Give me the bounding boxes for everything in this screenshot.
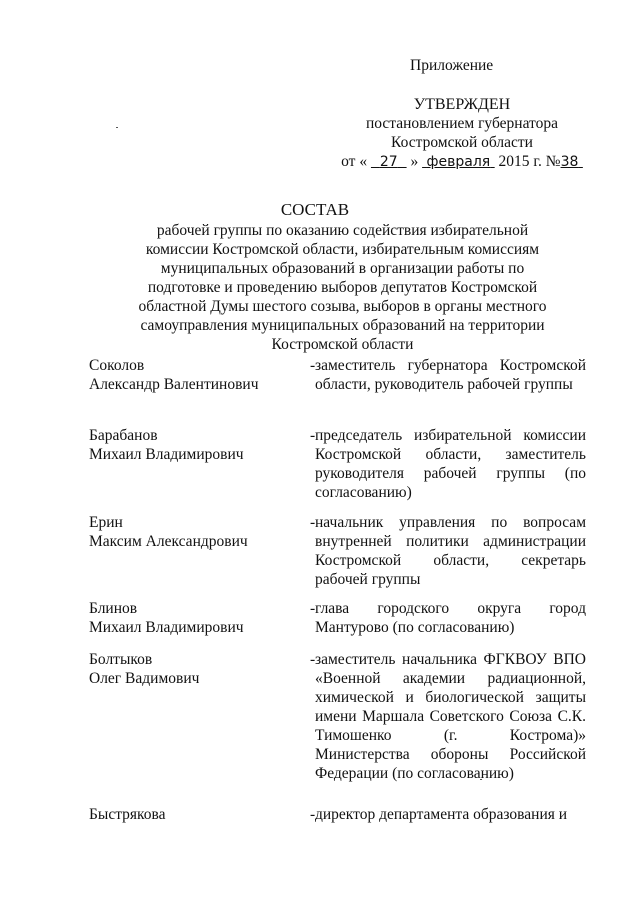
date-day: 27 xyxy=(379,154,398,170)
member-name xyxy=(89,805,299,824)
decree-number: 38 xyxy=(560,154,579,170)
document-title: СОСТАВ xyxy=(280,200,350,219)
date-year: 2015 г. № xyxy=(498,153,561,170)
member-dash: - xyxy=(310,514,316,531)
member-surname: Блинов xyxy=(89,600,138,617)
member-role: директор департамента образования и xyxy=(315,806,568,823)
member-role: глава городского округа город Мантурово (по согласованию) xyxy=(315,600,586,636)
date-month: февраля xyxy=(426,154,491,170)
member-surname: Барабанов xyxy=(89,427,158,444)
member-name xyxy=(89,599,299,637)
scan-speck xyxy=(116,127,118,128)
decree-line-1: постановлением губернатора xyxy=(365,115,559,132)
member-dash: - xyxy=(310,427,316,444)
date-prefix: от « xyxy=(341,153,368,170)
appendix-label: Приложение xyxy=(410,57,494,74)
date-mid: » xyxy=(410,153,419,170)
member-dash: - xyxy=(310,600,316,617)
member-name xyxy=(89,650,299,688)
approval-stamp xyxy=(336,95,588,172)
member-name xyxy=(89,513,299,551)
member-dash: - xyxy=(310,357,316,374)
member-surname: Быстрякова xyxy=(89,806,166,823)
member-role: председатель избирательной комиссии Костромской области, заместитель руководителя рабочей группы (по согласованию) xyxy=(315,427,586,501)
decree-line-2: Костромской области xyxy=(391,134,533,151)
decree-date-line xyxy=(336,152,588,172)
member-role: начальник управления по вопросам внутренней политики администрации Костромской области, секретарь рабочей группы xyxy=(315,514,586,588)
member-given-names: Михаил Владимирович xyxy=(89,619,244,636)
member-name xyxy=(89,426,299,464)
member-given-names: Максим Александрович xyxy=(89,533,248,550)
member-dash: - xyxy=(310,806,316,823)
member-role: заместитель начальника ФГКВОУ ВПО «Военной академии радиационной, химической и биологической защиты имени Маршала Советского Союза С.К. Тимошенко (г. Кострома)» Министерства обороны Российской Федерации (по согласованию) xyxy=(315,651,586,782)
member-surname: Болтыков xyxy=(89,651,153,668)
member-role: заместитель губернатора Костромской области, руководитель рабочей группы xyxy=(315,357,586,393)
approved-heading: УТВЕРЖДЕН xyxy=(413,96,511,113)
member-given-names: Олег Вадимович xyxy=(89,670,200,687)
member-given-names: Михаил Владимирович xyxy=(89,446,244,463)
member-name xyxy=(89,356,299,394)
member-surname: Ерин xyxy=(89,514,123,531)
document-subtitle: рабочей группы по оказанию содействия избирательной комиссии Костромской области, избирательным комиссиям муниципальных образований в организации работы по подготовке и проведению выборов депутатов Костромской областной Думы шестого созыва, выборов в органы местного самоуправления муниципальных образований на территории Костромской области xyxy=(138,222,547,353)
member-dash: - xyxy=(310,651,316,668)
member-surname: Соколов xyxy=(89,357,145,374)
member-given-names: Александр Валентинович xyxy=(89,376,259,393)
